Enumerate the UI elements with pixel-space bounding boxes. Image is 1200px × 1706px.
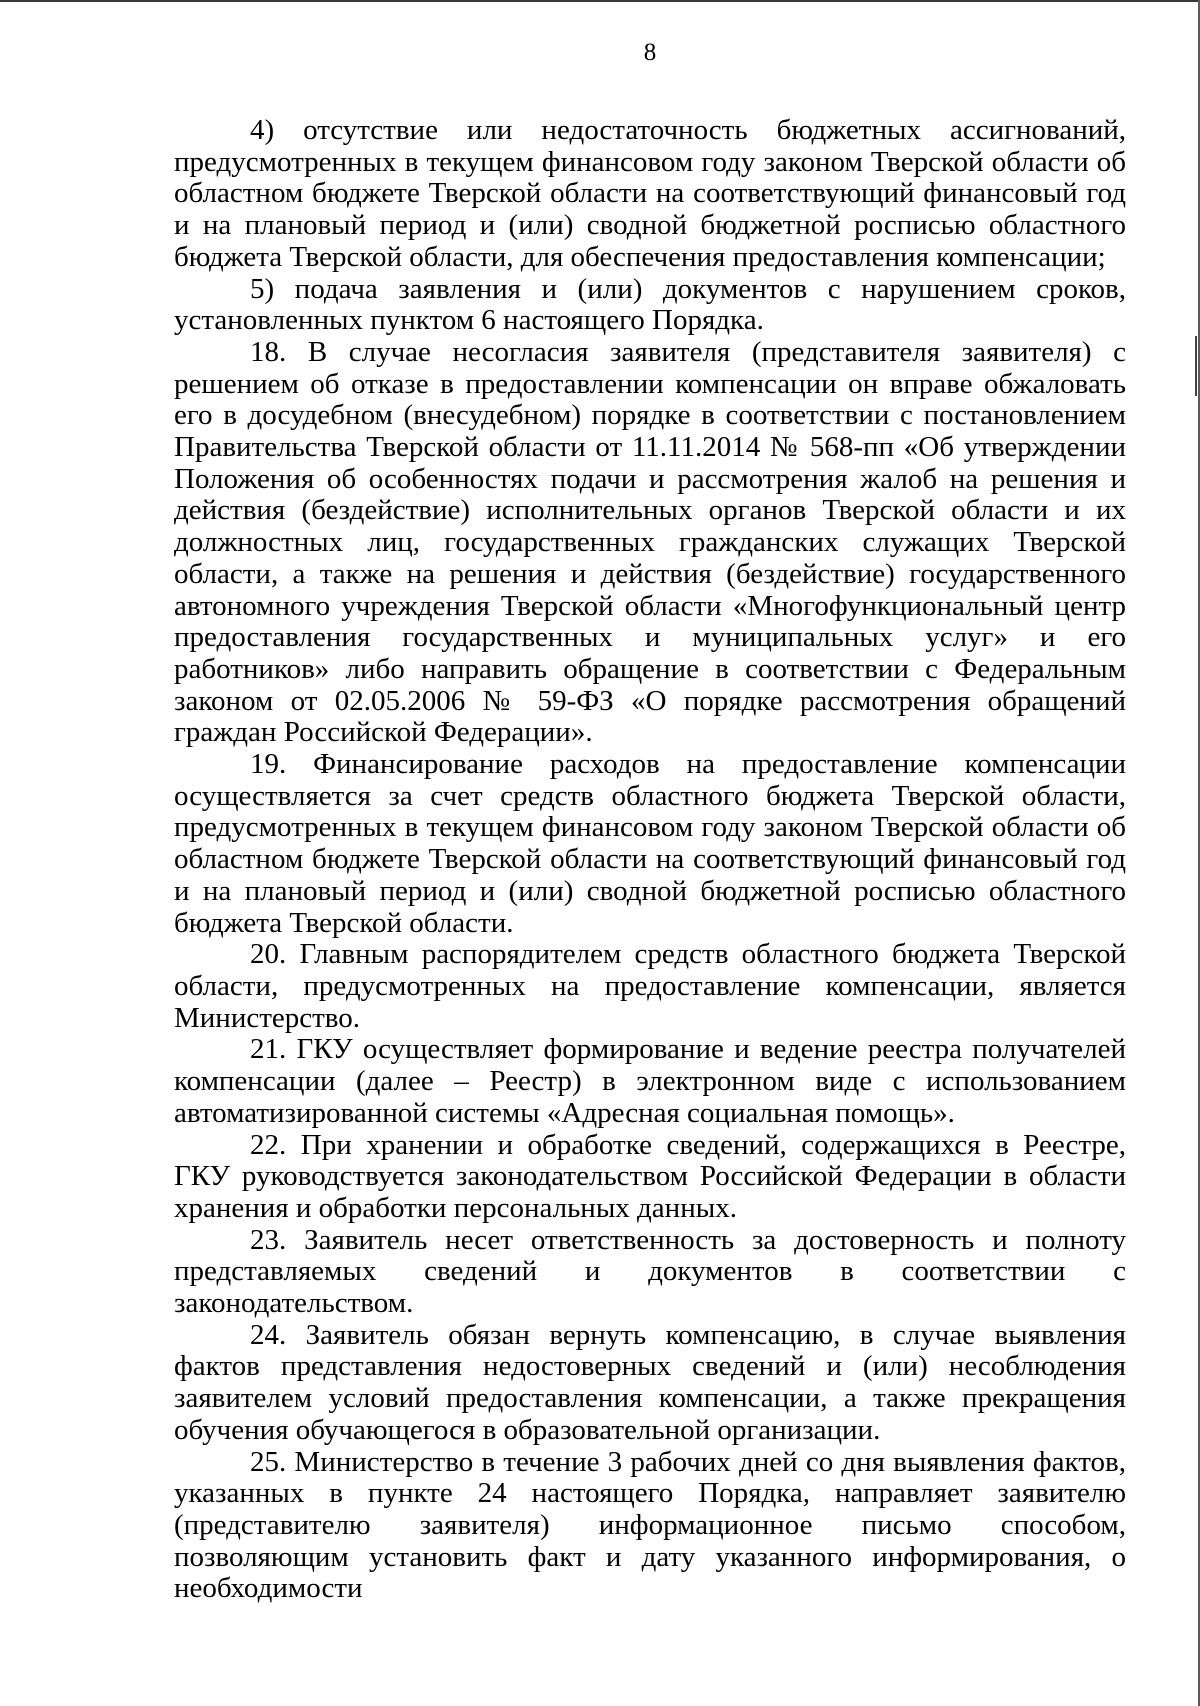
page-number: 8	[643, 39, 657, 66]
paragraph-item-4: 4) отсутствие или недостаточность бюджетных ассигнований, предусмотренных в текущем финансовом году законом Тверской области об областном бюджете Тверской области на соответствующий финансовый год и на плановый период и (или) сводной бюджетной росписью областного бюджета Тверской области, для обеспечения предоставления компенсации;	[174, 114, 1126, 273]
document-body	[174, 115, 1126, 1605]
paragraph-23: 23. Заявитель несет ответственность за достоверность и полноту представляемых сведений и документов в соответствии с законодательством.	[174, 1223, 1126, 1320]
scan-edge-top	[0, 0, 1200, 2]
paragraph-18: 18. В случае несогласия заявителя (представителя заявителя) с решением об отказе в предоставлении компенсации он вправе обжаловать его в досудебном (внесудебном) порядке в соответствии с постановлением Правительства Тверской области от 11.11.2014 № 568-пп «Об утверждении Положения об особенностях подачи и рассмотрения жалоб на решения и действия (бездействие) исполнительных органов Тверской области и их должностных лиц, государственных гражданских служащих Тверской области, а также на решения и действия (бездействие) государственного автономного учреждения Тверской области «Многофункциональный центр предоставления государственных и муниципальных услуг» и его работников» либо направить обращение в соответствии с Федеральным законом от 02.05.2006 № 59-ФЗ «О порядке рассмотрения обращений граждан Российской Федерации».	[174, 335, 1126, 749]
paragraph-24: 24. Заявитель обязан вернуть компенсацию, в случае выявления фактов представления недостоверных сведений и (или) несоблюдения заявителем условий предоставления компенсации, а также прекращения обучения обучающегося в образовательной организации.	[174, 1318, 1126, 1446]
paragraph-item-5: 5) подача заявления и (или) документов с нарушением сроков, установленных пунктом 6 настоящего Порядка.	[174, 272, 1126, 337]
scan-mark	[1195, 336, 1197, 396]
paragraph-19: 19. Финансирование расходов на предоставление компенсации осуществляется за счет средств областного бюджета Тверской области, предусмотренных в текущем финансовом году законом Тверской области об областном бюджете Тверской области на соответствующий финансовый год и на плановый период и (или) сводной бюджетной росписью областного бюджета Тверской области.	[174, 748, 1126, 939]
paragraph-20: 20. Главным распорядителем средств областного бюджета Тверской области, предусмотренных на предоставление компенсации, является Министерство.	[174, 938, 1126, 1034]
paragraph-25: 25. Министерство в течение 3 рабочих дней со дня выявления фактов, указанных в пункте 24 настоящего Порядка, направляет заявителю (представителю заявителя) информационное письмо способом, позволяющим установить факт и дату указанного информирования, о необходимости	[174, 1445, 1126, 1605]
paragraph-21: 21. ГКУ осуществляет формирование и ведение реестра получателей компенсации (далее – Реестр) в электронном виде с использованием автоматизированной системы «Адресная социальная помощь».	[174, 1033, 1126, 1129]
paragraph-22: 22. При хранении и обработке сведений, содержащихся в Реестре, ГКУ руководствуется законодательством Российской Федерации в области хранения и обработки персональных данных.	[174, 1128, 1126, 1224]
